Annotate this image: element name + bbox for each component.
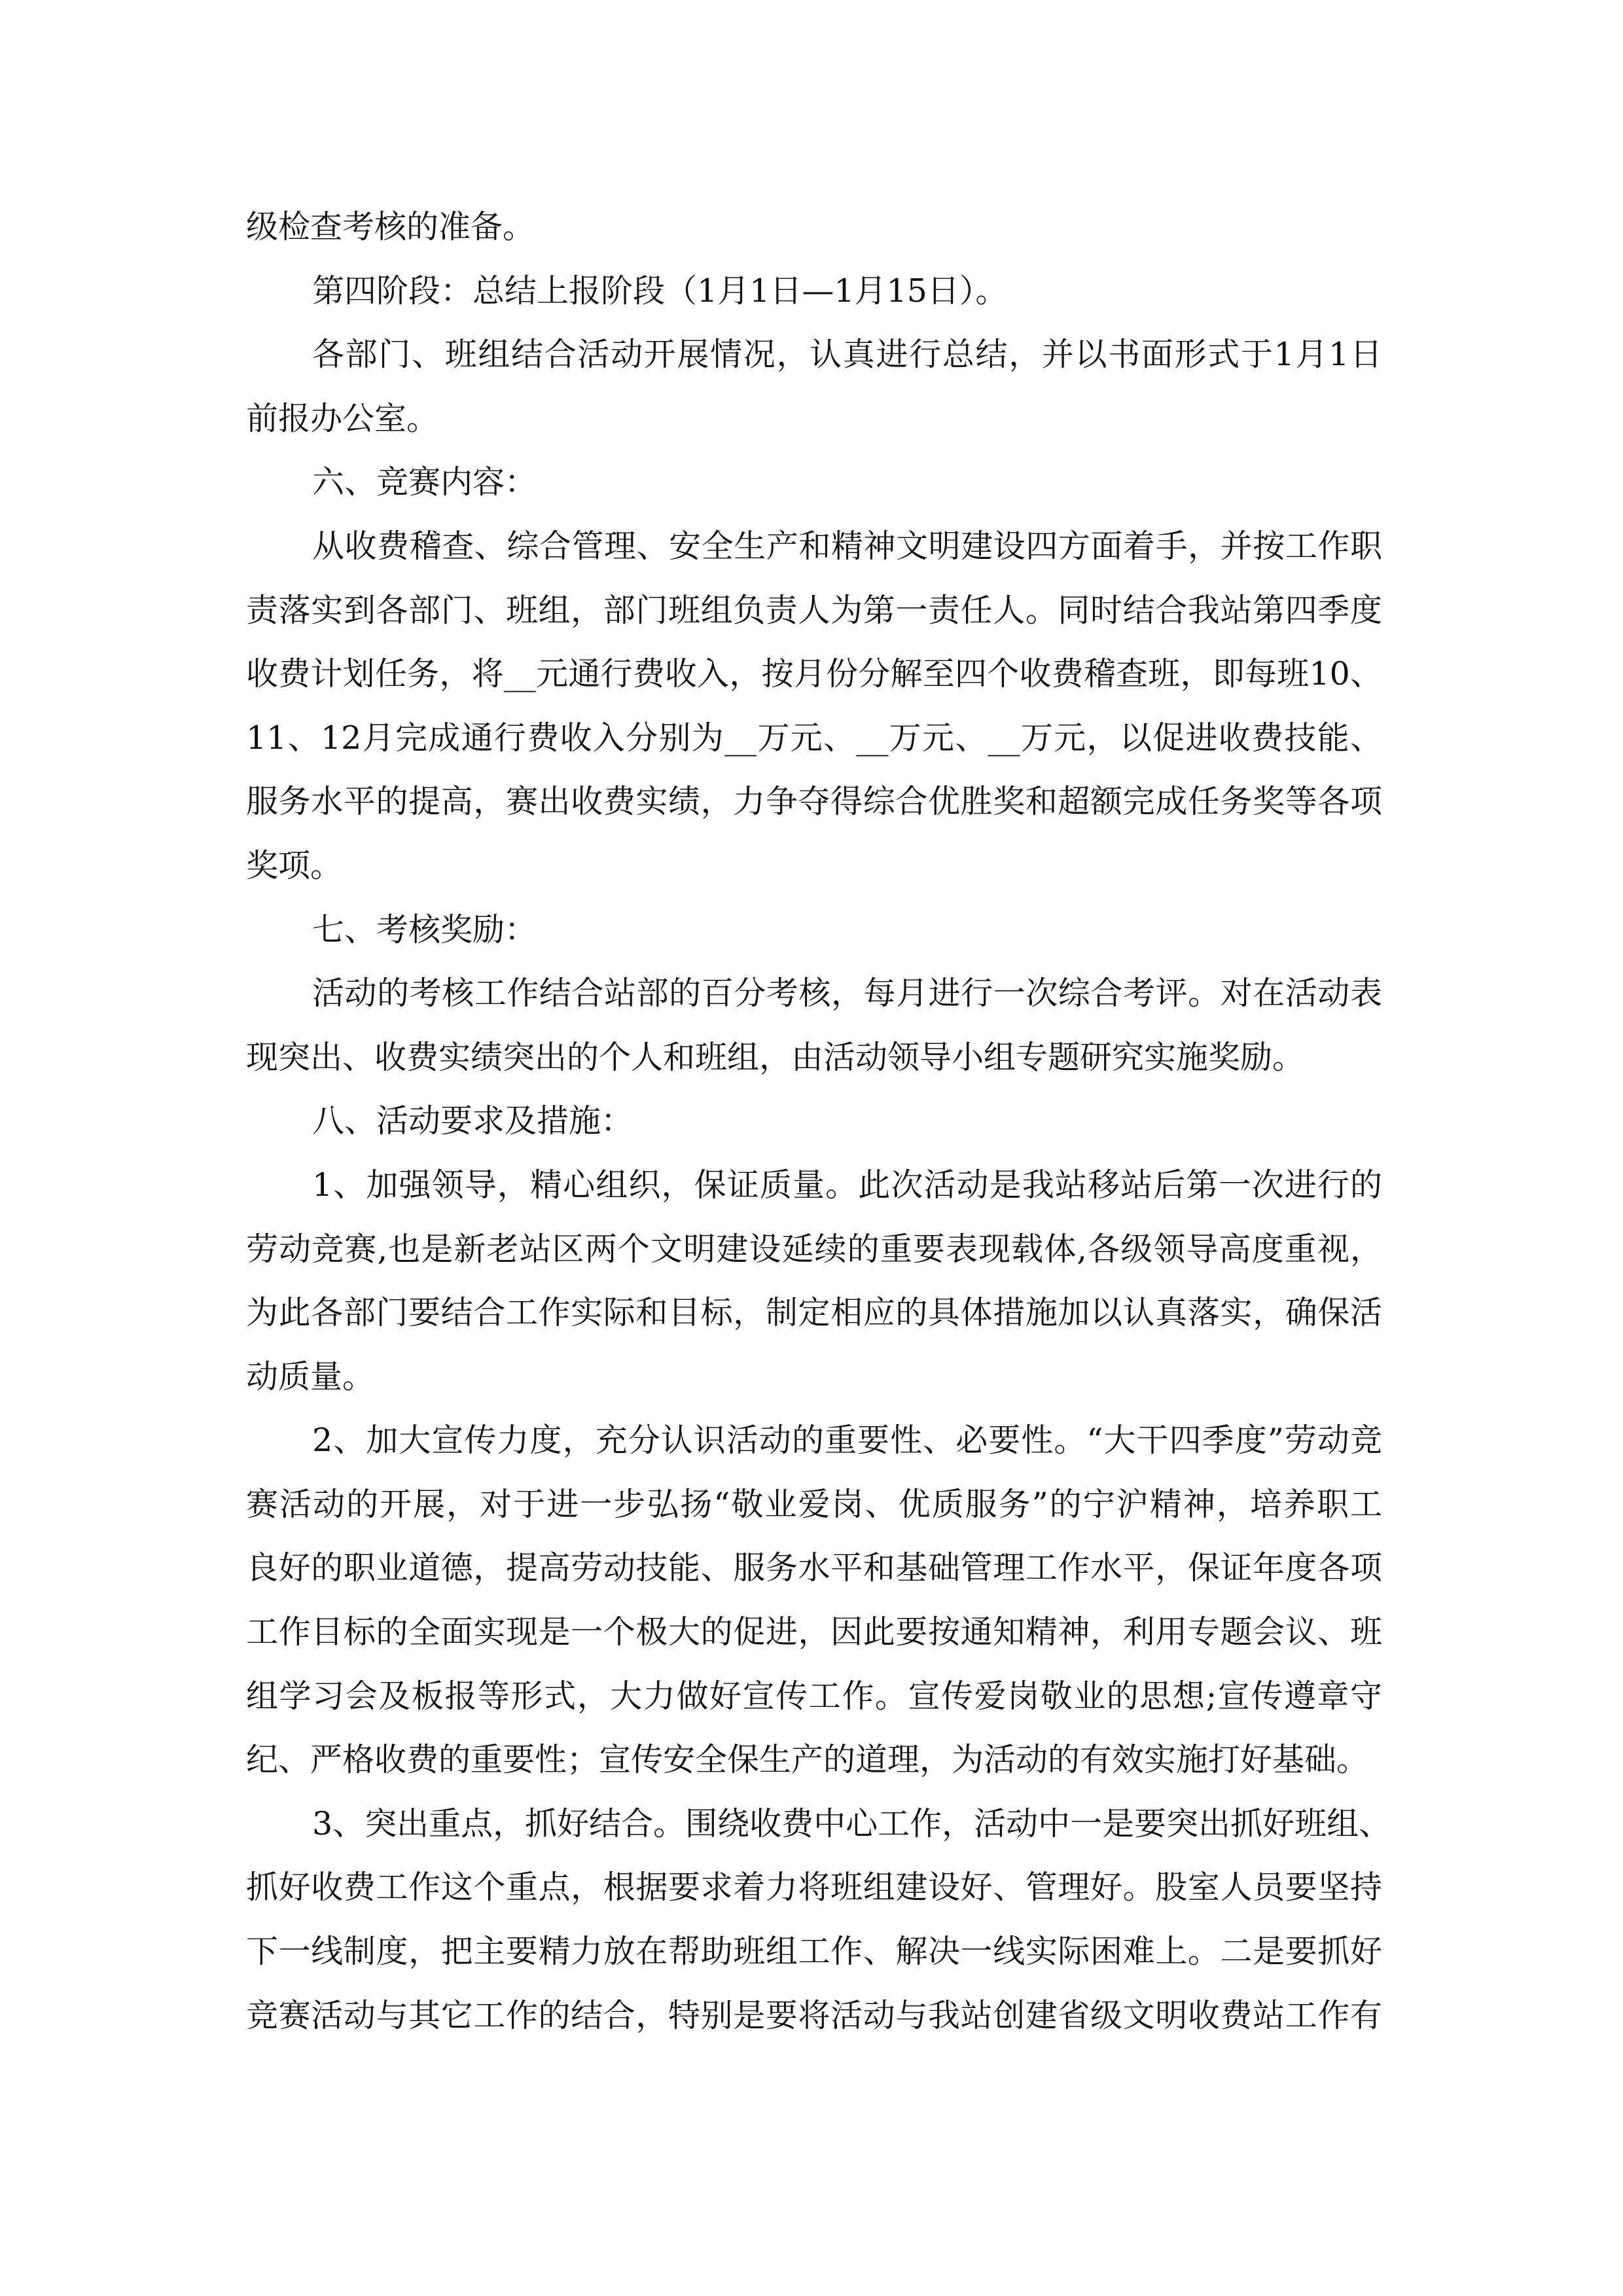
text-line: 现突出、收费实绩突出的个人和班组，由活动领导小组专题研究实施奖励。 [246,1038,1305,1076]
paragraph [246,195,1382,259]
paragraph [246,1089,1382,1153]
paragraph [246,259,1382,323]
paragraph [246,514,1382,898]
text-line: 为此各部门要结合工作实际和目标，制定相应的具体措施加以认真落实，确保活 [246,1294,1382,1332]
text-line: 动质量。 [246,1357,375,1395]
text-line: 下一线制度，把主要精力放在帮助班组工作、解决一线实际困难上。二是要抓好 [246,1933,1382,1971]
text-line: 从收费稽查、综合管理、安全生产和精神文明建设四方面着手，并按工作职 [312,527,1382,565]
document-body [246,195,1391,2047]
text-line: 第四阶段：总结上报阶段（1月1日—1月15日）。 [312,272,1008,310]
paragraph [246,961,1382,1089]
paragraph [246,1792,1391,2047]
text-line: 七、考核奖励： [312,910,537,948]
text-line: 级检查考核的准备。 [246,208,535,245]
paragraph [246,1408,1382,1792]
text-line: 工作目标的全面实现是一个极大的促进，因此要按通知精神，利用专题会议、班 [246,1613,1382,1651]
paragraph [246,898,1382,962]
text-line: 收费计划任务，将__元通行费收入，按月份分解至四个收费稽查班，即每班10、 [246,655,1382,693]
text-line: 2、加大宣传力度，充分认识活动的重要性、必要性。“大干四季度”劳动竞 [312,1422,1382,1460]
text-line: 活动的考核工作结合站部的百分考核，每月进行一次综合考评。对在活动表 [312,975,1382,1013]
text-line: 前报办公室。 [246,399,439,437]
text-line: 责落实到各部门、班组，部门班组负责人为第一责任人。同时结合我站第四季度 [246,591,1382,629]
paragraph [246,450,1382,514]
text-line: 各部门、班组结合活动开展情况，认真进行总结，并以书面形式于1月1日 [312,336,1382,374]
text-line: 八、活动要求及措施： [312,1102,633,1140]
text-line: 3、突出重点，抓好结合。围绕收费中心工作，活动中一是要突出抓好班组、 [312,1804,1391,1842]
text-line: 劳动竞赛,也是新老站区两个文明建设延续的重要表现载体,各级领导高度重视， [246,1230,1382,1268]
text-line: 1、加强领导，精心组织，保证质量。此次活动是我站移站后第一次进行的 [312,1166,1382,1204]
text-line: 组学习会及板报等形式，大力做好宣传工作。宣传爱岗敬业的思想;宣传遵章守 [246,1677,1382,1715]
text-line: 11、12月完成通行费收入分别为__万元、__万元、__万元，以促进收费技能、 [246,719,1382,757]
text-line: 赛活动的开展，对于进一步弘扬“敬业爱岗、优质服务”的宁沪精神，培养职工 [246,1485,1382,1523]
text-line: 纪、严格收费的重要性；宣传安全保生产的道理，为活动的有效实施打好基础。 [246,1741,1369,1779]
text-line: 良好的职业道德，提高劳动技能、服务水平和基础管理工作水平，保证年度各项 [246,1549,1382,1587]
paragraph [246,323,1382,450]
text-line: 奖项。 [246,846,343,884]
text-line: 六、竞赛内容： [312,463,537,501]
text-line: 抓好收费工作这个重点，根据要求着力将班组建设好、管理好。股室人员要坚持 [246,1869,1382,1907]
text-line: 服务水平的提高，赛出收费实绩，力争夺得综合优胜奖和超额完成任务奖等各项 [246,783,1382,821]
text-line: 竞赛活动与其它工作的结合，特别是要将活动与我站创建省级文明收费站工作有 [246,1996,1382,2034]
paragraph [246,1153,1382,1408]
